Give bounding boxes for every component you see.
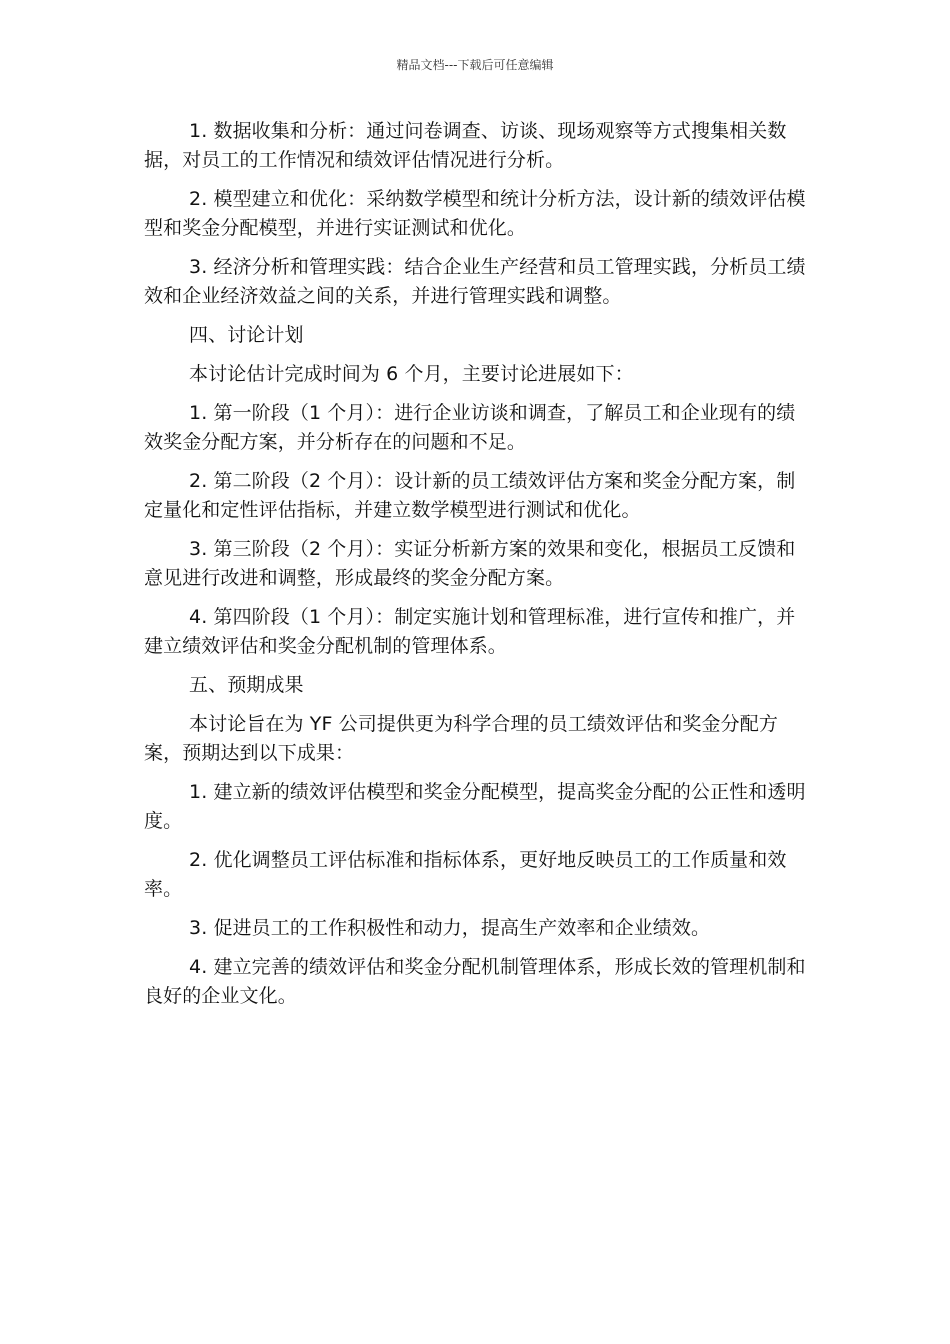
plan-intro: 本讨论估计完成时间为 6 个月，主要讨论进展如下： — [189, 363, 634, 385]
section-heading-outcomes: 五、预期成果 — [189, 674, 304, 696]
plan-stage-1: 1. 第一阶段（1 个月）：进行企业访谈和调查，了解员工和企业现有的绩效奖金分配方案，并分析存在的问题和不足。 — [144, 402, 796, 453]
page-header: 精品文档---下载后可任意编辑 — [396, 58, 554, 72]
outcome-item-4: 4. 建立完善的绩效评估和奖金分配机制管理体系，形成长效的管理机制和良好的企业文化。 — [144, 956, 806, 1007]
outcome-item-2: 2. 优化调整员工评估标准和指标体系，更好地反映员工的工作质量和效率。 — [144, 849, 787, 900]
outcome-item-3: 3. 促进员工的工作积极性和动力，提高生产效率和企业绩效。 — [189, 917, 711, 939]
method-item-model-building: 2. 模型建立和优化：采纳数学模型和统计分析方法，设计新的绩效评估模型和奖金分配模型，并进行实证测试和优化。 — [144, 188, 806, 239]
method-item-economic-analysis: 3. 经济分析和管理实践：结合企业生产经营和员工管理实践，分析员工绩效和企业经济效益之间的关系，并进行管理实践和调整。 — [144, 256, 806, 307]
method-item-data-collection: 1. 数据收集和分析：通过问卷调查、访谈、现场观察等方式搜集相关数据，对员工的工作情况和绩效评估情况进行分析。 — [144, 120, 787, 171]
document-body — [144, 117, 806, 1021]
outcome-item-1: 1. 建立新的绩效评估模型和奖金分配模型，提高奖金分配的公正性和透明度。 — [144, 781, 806, 832]
plan-stage-2: 2. 第二阶段（2 个月）：设计新的员工绩效评估方案和奖金分配方案，制定量化和定性评估指标，并建立数学模型进行测试和优化。 — [144, 470, 796, 521]
plan-stage-4: 4. 第四阶段（1 个月）：制定实施计划和管理标准，进行宣传和推广，并建立绩效评估和奖金分配机制的管理体系。 — [144, 606, 796, 657]
section-heading-plan: 四、讨论计划 — [189, 324, 304, 346]
outcomes-intro: 本讨论旨在为 YF 公司提供更为科学合理的员工绩效评估和奖金分配方案，预期达到以下成果： — [144, 713, 778, 764]
plan-stage-3: 3. 第三阶段（2 个月）：实证分析新方案的效果和变化，根据员工反馈和意见进行改进和调整，形成最终的奖金分配方案。 — [144, 538, 796, 589]
